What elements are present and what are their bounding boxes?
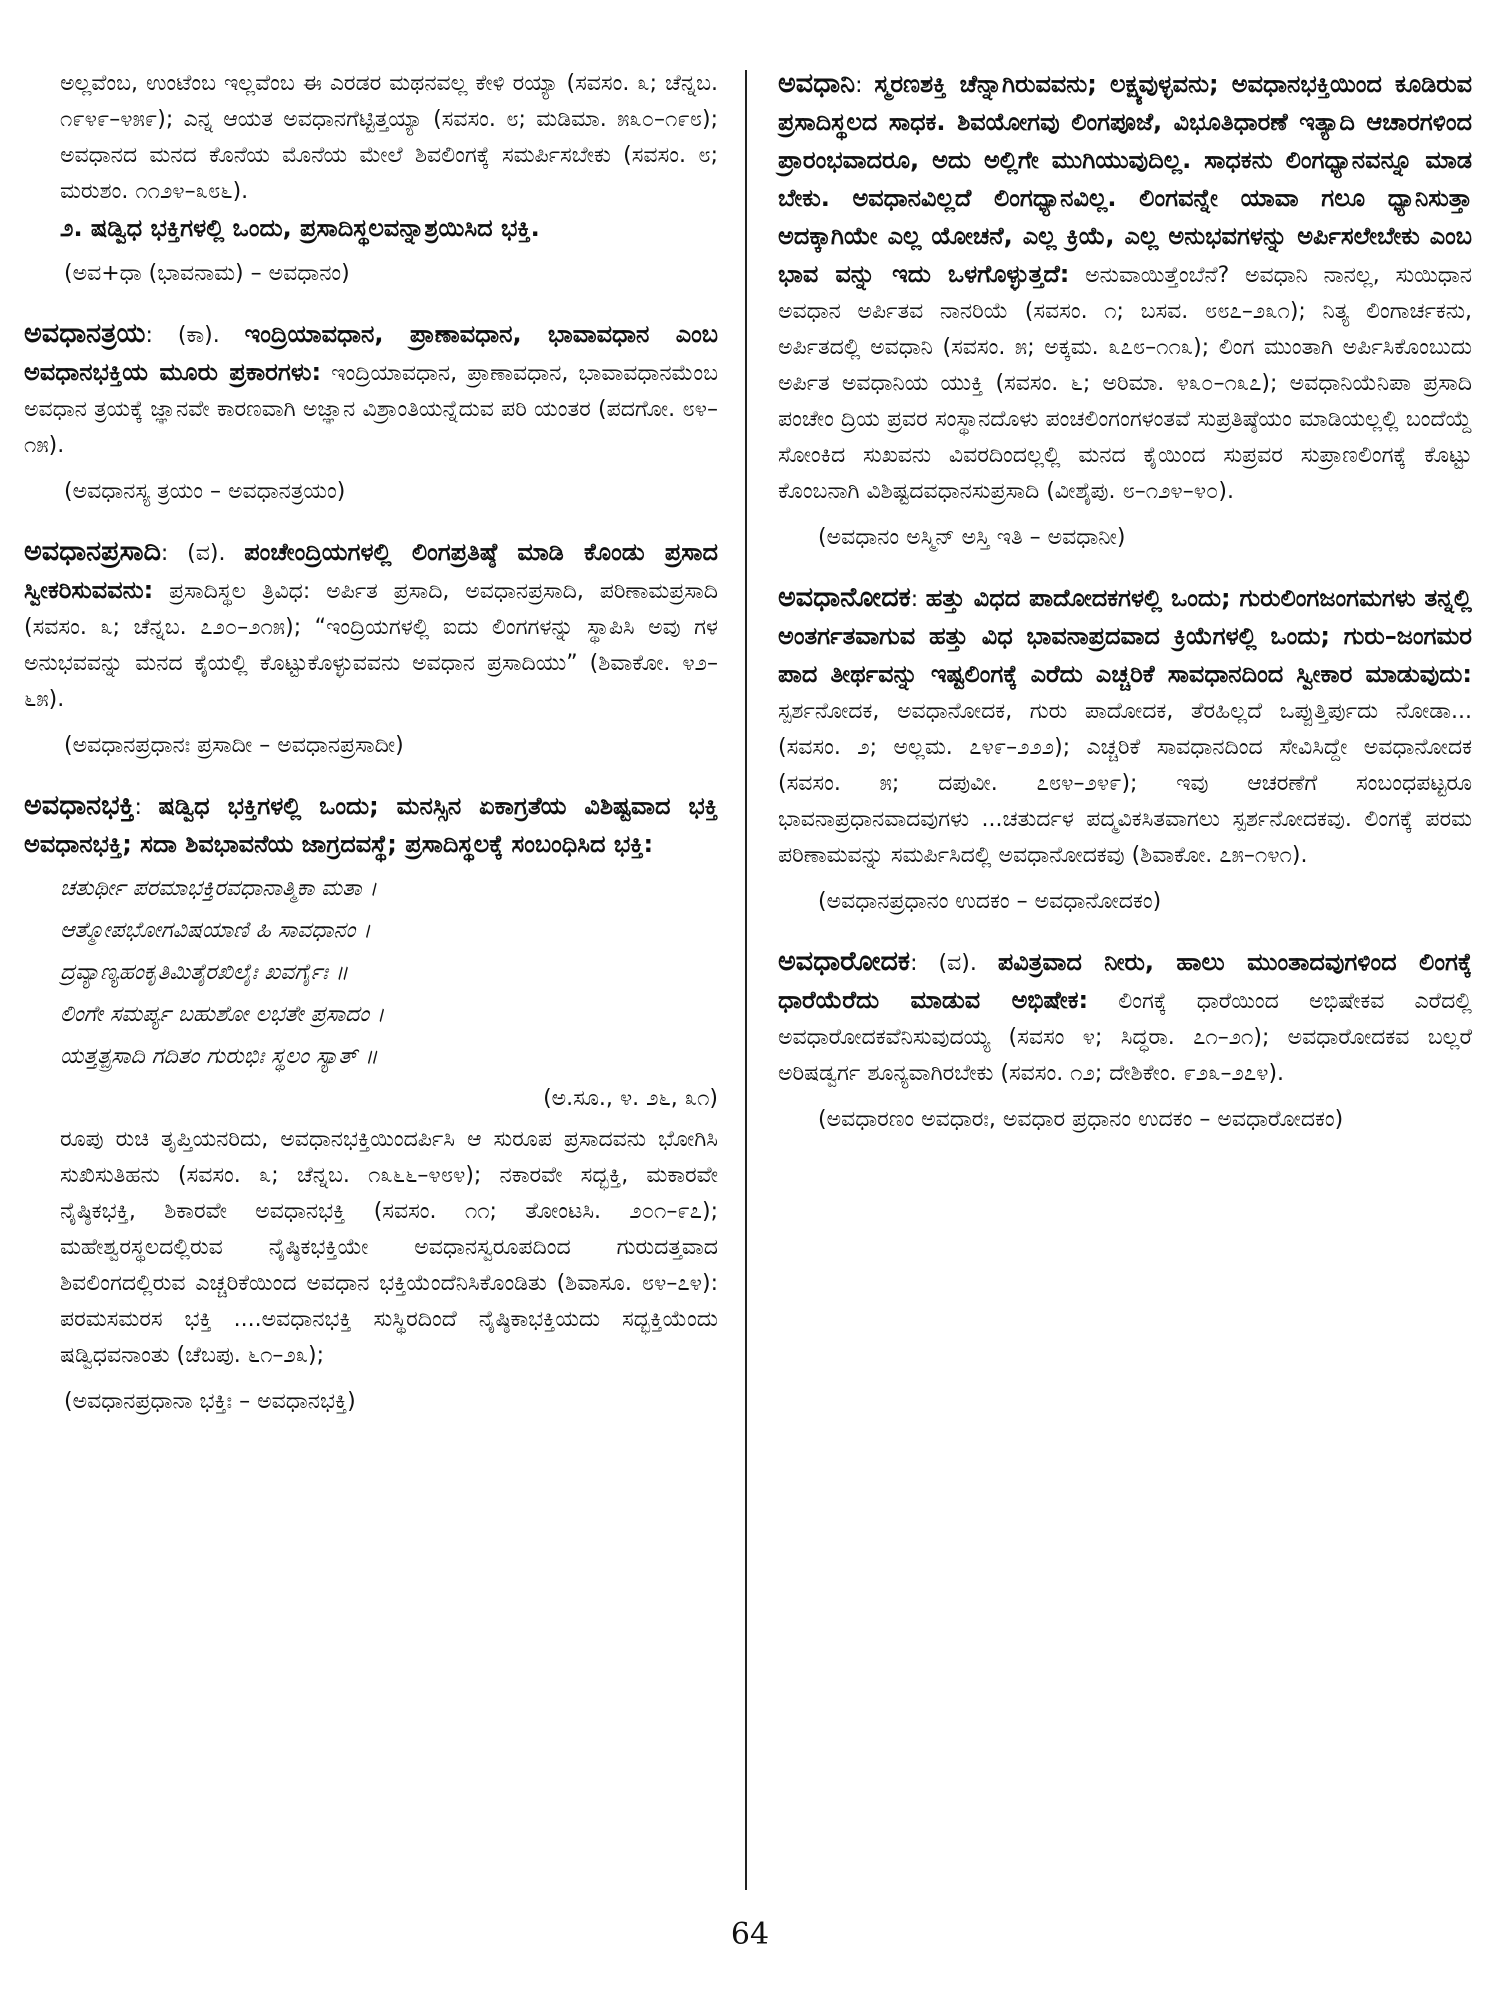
grammar-note: : (ಕಾ). — [145, 323, 245, 348]
definition: ಪವಿತ್ರವಾದ ನೀರು, ಹಾಲು ಮುಂತಾದವುಗಳಿಂದ ಲಿಂಗಕ್ಕೆ ಧಾರೆಯೆರೆದು ಮಾಡುವ ಅಭಿಷೇಕ: — [778, 948, 1472, 1014]
etymology: (ಅವಧಾರಣಂ ಅವಧಾರಃ, ಅವಧಾರ ಪ್ರಧಾನಂ ಉದಕಂ – ಅವಧಾರೋದಕಂ) — [818, 1107, 1344, 1132]
entry-text — [778, 66, 1472, 510]
page-number: 64 — [730, 1917, 770, 1952]
verse-line: ಯತ್ತತ್ಪ್ರಸಾದಿ ಗದಿತಂ ಗುರುಭಿಃ ಸ್ಥಲಂ ಸ್ಯಾತ್ ॥ — [60, 1044, 378, 1069]
headword: ಅವಧಾನತ್ರಯ — [24, 318, 146, 349]
column-divider — [745, 70, 747, 1890]
etymology: (ಅವಧಾನಪ್ರಧಾನಂ ಉದಕಂ – ಅವಧಾನೋದಕಂ) — [818, 889, 1162, 914]
entry-continuation — [24, 66, 718, 292]
grammar-note: : — [855, 73, 875, 98]
verse-reference: (ಅ.ಸೂ., ೪. ೨೬, ೩೧) — [543, 1086, 718, 1111]
entry-avadharodaka — [778, 944, 1472, 1138]
entry-avadhanaprasadi — [24, 534, 718, 764]
entry-text — [24, 788, 718, 864]
entry-avadhanatraya — [24, 316, 718, 510]
definition: ಪಂಚೇಂದ್ರಿಯಗಳಲ್ಲಿ ಲಿಂಗಪ್ರತಿಷ್ಠೆ ಮಾಡಿ ಕೊಂಡು ಪ್ರಸಾದ ಸ್ವೀಕರಿಸುವವನು: — [24, 538, 718, 604]
headword: ಅವಧಾನಿ — [778, 68, 856, 99]
etymology: (ಅವಧಾನಸ್ಯ ತ್ರಯಂ – ಅವಧಾನತ್ರಯಂ) — [64, 479, 346, 504]
definition: ಸ್ಮರಣಶಕ್ತಿ ಚೆನ್ನಾಗಿರುವವನು; ಲಕ್ಷ್ಯವುಳ್ಳವನು; ಅವಧಾನಭಕ್ತಿಯಿಂದ ಕೂಡಿರುವ ಪ್ರಸಾದಿಸ್ಥಲದ ಸಾಧಕ. ಶಿವಯೋಗವು ಲಿಂಗಪೂಜೆ, ವಿಭೂತಿಧಾರಣೆ ಇತ್ಯಾದಿ ಆಚಾರಗಳಿಂದ ಪ್ರಾರಂಭವಾದರೂ, ಅದು ಅಲ್ಲಿಗೇ ಮುಗಿಯುವುದಿಲ್ಲ. ಸಾಧಕನು ಲಿಂಗಧ್ಯಾನವನ್ನೂ ಮಾಡ ಬೇಕು. ಅವಧಾನವಿಲ್ಲದೆ ಲಿಂಗಧ್ಯಾನವಿಲ್ಲ. ಲಿಂಗವನ್ನೇ ಯಾವಾ ಗಲೂ ಧ್ಯಾನಿಸುತ್ತಾ ಅದಕ್ಕಾಗಿಯೇ ಎಲ್ಲ ಯೋಚನೆ, ಎಲ್ಲ ಕ್ರಿಯೆ, ಎಲ್ಲ ಅನುಭವಗಳನ್ನು ಅರ್ಪಿಸಲೇಬೇಕು ಎಂಬ ಭಾವ ವನ್ನು ಇದು ಒಳಗೊಳ್ಳುತ್ತದೆ: — [778, 70, 1472, 288]
grammar-note: : (ವ). — [160, 541, 245, 566]
entry-text — [24, 316, 718, 464]
entry-sense: ೨. ಷಡ್ವಿಧ ಭಕ್ತಿಗಳಲ್ಲಿ ಒಂದು, ಪ್ರಸಾದಿಸ್ಥಲವನ್ನಾಶ್ರಯಿಸಿದ ಭಕ್ತಿ. — [60, 214, 540, 242]
definition: ಹತ್ತು ವಿಧದ ಪಾದೋದಕಗಳಲ್ಲಿ ಒಂದು; ಗುರುಲಿಂಗಜಂಗಮಗಳು ತನ್ನಲ್ಲಿ ಅಂತರ್ಗತವಾಗುವ ಹತ್ತು ವಿಧ ಭಾವನಾಪ್ರದವಾದ ಕ್ರಿಯೆಗಳಲ್ಲಿ ಒಂದು; ಗುರು–ಜಂಗಮರ ಪಾದ ತೀರ್ಥವನ್ನು ಇಷ್ಟಲಿಂಗಕ್ಕೆ ಎರೆದು ಎಚ್ಚರಿಕೆ ಸಾವಧಾನದಿಂದ ಸ್ವೀಕಾರ ಮಾಡುವುದು: — [778, 584, 1473, 688]
entry-text — [778, 944, 1472, 1092]
grammar-note: : (ವ). — [910, 951, 998, 976]
headword: ಅವಧಾನೋದಕ — [778, 582, 911, 613]
etymology: (ಅವ+ಧಾ (ಭಾವನಾಮ) – ಅವಧಾನಂ) — [64, 261, 350, 286]
verse-line: ಲಿಂಗೇ ಸಮರ್ಪ್ಯ ಬಹುಶೋ ಲಭತೇ ಪ್ರಸಾದಂ । — [60, 1002, 385, 1027]
definition: ಇಂದ್ರಿಯಾವಧಾನ, ಪ್ರಾಣಾವಧಾನ, ಭಾವಾವಧಾನ ಎಂಬ ಅವಧಾನಭಕ್ತಿಯ ಮೂರು ಪ್ರಕಾರಗಳು: — [24, 320, 718, 386]
definition: ಷಡ್ವಿಧ ಭಕ್ತಿಗಳಲ್ಲಿ ಒಂದು; ಮನಸ್ಸಿನ ಏಕಾಗ್ರತೆಯ ವಿಶಿಷ್ಟವಾದ ಭಕ್ತಿ ಅವಧಾನಭಕ್ತಿ; ಸದಾ ಶಿವಭಾವನೆಯ ಜಾಗ್ರದವಸ್ಥೆ; ಪ್ರಸಾದಿಸ್ಥಲಕ್ಕೆ ಸಂಬಂಧಿಸಿದ ಭಕ್ತಿ: — [24, 792, 719, 858]
sanskrit-verse — [24, 868, 718, 1078]
entry-body: ಅಲ್ಲವೆಂಬ, ಉಂಟೆಂಬ ಇಲ್ಲವೆಂಬ ಈ ಎರಡರ ಮಥನವಲ್ಲ ಕೇಳಿ ರಯ್ಯಾ (ಸವಸಂ. ೩; ಚೆನ್ನಬ. ೧೯೪೯–೪೫೯); ಎನ್ನ ಆಯತ ಅವಧಾನಗೆಟ್ಟಿತ್ತಯ್ಯಾ (ಸವಸಂ. ೮; ಮಡಿಮಾ. ೫೩೦–೧೯೮); ಅವಧಾನದ ಮನದ ಕೊನೆಯ ಮೊನೆಯ ಮೇಲೆ ಶಿವಲಿಂಗಕ್ಕೆ ಸಮರ್ಪಿಸಬೇಕು (ಸವಸಂ. ೮; ಮರುಶಂ. ೧೧೨೪–೩೮೬). — [60, 71, 718, 204]
entry-avadhanodaka — [778, 580, 1472, 920]
headword: ಅವಧಾರೋದಕ — [778, 946, 911, 977]
etymology: (ಅವಧಾನಂ ಅಸ್ಮಿನ್ ಅಸ್ತಿ ಇತಿ – ಅವಧಾನೀ) — [818, 525, 1126, 550]
entry-body: ಪ್ರಸಾದಿಸ್ಥಲ ತ್ರಿವಿಧ: ಅರ್ಪಿತ ಪ್ರಸಾದಿ, ಅವಧಾನಪ್ರಸಾದಿ, ಪರಿಣಾಮಪ್ರಸಾದಿ (ಸವಸಂ. ೩; ಚೆನ್ನಬ. ೭೨೦–೨೧೫); “ಇಂದ್ರಿಯಗಳಲ್ಲಿ ಐದು ಲಿಂಗಗಳನ್ನು ಸ್ಥಾಪಿಸಿ ಅವು ಗಳ ಅನುಭವವನ್ನು ಮನದ ಕೈಯಲ್ಲಿ ಕೊಟ್ಟುಕೊಳ್ಳುವವನು ಅವಧಾನ ಪ್ರಸಾದಿಯು” (ಶಿವಾಕೋ. ೪೨–೬೫). — [24, 579, 718, 712]
entry-text — [24, 534, 718, 718]
left-column — [24, 66, 718, 1444]
verse-line: ದ್ರವ್ಯಾಣ್ಯಹಂಕೃತಿಮಿತೈರಖಿಲೈಃ ಖವರ್ಗೈಃ ॥ — [60, 960, 349, 985]
entry-body: ಲಿಂಗಕ್ಕೆ ಧಾರೆಯಿಂದ ಅಭಿಷೇಕವ ಎರೆದಲ್ಲಿ ಅವಧಾರೋದಕವೆನಿಸುವುದಯ್ಯ (ಸವಸಂ ೪; ಸಿದ್ಧರಾ. ೭೧–೨೧); ಅವಧಾರೋದಕವ ಬಲ್ಲರೆ ಅರಿಷಡ್ವರ್ಗ ಶೂನ್ಯವಾಗಿರಬೇಕು (ಸವಸಂ. ೧೨; ದೇಶಿಕೇಂ. ೯೨೩–೨೭೪). — [778, 989, 1472, 1086]
entry-body: ಸ್ಪರ್ಶನೋದಕ, ಅವಧಾನೋದಕ, ಗುರು ಪಾದೋದಕ, ತೆರಹಿಲ್ಲದೆ ಒಪ್ಪುತ್ತಿರ್ಪುದು ನೋಡಾ... (ಸವಸಂ. ೨; ಅಲ್ಲಮ. ೭೪೯–೨೨೨); ಎಚ್ಚರಿಕೆ ಸಾವಧಾನದಿಂದ ಸೇವಿಸಿದ್ದೇ ಅವಧಾನೋದಕ (ಸವಸಂ. ೫; ದಪುವೀ. ೭೮೪–೨೪೯); ಇವು ಆಚರಣೆಗೆ ಸಂಬಂಧಪಟ್ಟರೂ ಭಾವನಾಪ್ರಧಾನವಾದವುಗಳು ...ಚತುರ್ದಳ ಪದ್ಮವಿಕಸಿತವಾಗಲು ಸ್ಪರ್ಶನೋದಕವು. ಲಿಂಗಕ್ಕೆ ಪರಮ ಪರಿಣಾಮವನ್ನು ಸಮರ್ಪಿಸಿದಲ್ಲಿ ಅವಧಾನೋದಕವು (ಶಿವಾಕೋ. ೭೫–೧೪೧). — [778, 699, 1472, 868]
entry-avadhanabhakti — [24, 788, 718, 1420]
entry-text — [778, 580, 1472, 874]
headword: ಅವಧಾನಭಕ್ತಿ — [24, 790, 135, 821]
entry-body: ಅನುವಾಯಿತ್ತೆಂಬೆನೆ? ಅವಧಾನಿ ನಾನಲ್ಲ, ಸುಯಿಧಾನ ಅವಧಾನ ಅರ್ಪಿತವ ನಾನರಿಯೆ (ಸವಸಂ. ೧; ಬಸವ. ೮೮೭–೨೩೧); ನಿತ್ಯ ಲಿಂಗಾರ್ಚಕನು, ಅರ್ಪಿತದಲ್ಲಿ ಅವಧಾನಿ (ಸವಸಂ. ೫; ಅಕ್ಕಮ. ೩೭೮–೧೧೩); ಲಿಂಗ ಮುಂತಾಗಿ ಅರ್ಪಿಸಿಕೊಂಬುದು ಅರ್ಪಿತ ಅವಧಾನಿಯ ಯುಕ್ತಿ (ಸವಸಂ. ೬; ಅರಿಮಾ. ೪೩೦–೧೩೭); ಅವಧಾನಿಯೆನಿಪಾ ಪ್ರಸಾದಿ ಪಂಚೇಂ ದ್ರಿಯ ಪ್ರವರ ಸಂಸ್ಥಾನದೊಳು ಪಂಚಲಿಂಗಂಗಳಂತವೆ ಸುಪ್ರತಿಷ್ಠೆಯಂ ಮಾಡಿಯಲ್ಲಲ್ಲಿ ಬಂದೆಯ್ದೆ ಸೋಂಕಿದ ಸುಖವನು ವಿವರದಿಂದಲ್ಲಲ್ಲಿ ಮನದ ಕೈಯಿಂದ ಸುಪ್ರವರ ಸುಪ್ರಾಣಲಿಂಗಕ್ಕೆ ಕೊಟ್ಟು ಕೊಂಬನಾಗಿ ವಿಶಿಷ್ಟದವಧಾನಸುಪ್ರಸಾದಿ (ವೀಶೈಪು. ೮–೧೨೪–೪೦). — [778, 263, 1472, 504]
verse-line: ಆತ್ಮೋಪಭೋಗವಿಷಯಾಣಿ ಹಿ ಸಾವಧಾನಂ । — [60, 918, 371, 943]
right-column — [778, 66, 1472, 1162]
etymology: (ಅವಧಾನಪ್ರಧಾನಾ ಭಕ್ತಿಃ – ಅವಧಾನಭಕ್ತಿ) — [64, 1389, 356, 1414]
etymology: (ಅವಧಾನಪ್ರಧಾನಃ ಪ್ರಸಾದೀ – ಅವಧಾನಪ್ರಸಾದೀ) — [64, 733, 404, 758]
verse-line: ಚತುರ್ಥೀ ಪರಮಾಭಕ್ತಿರವಧಾನಾತ್ಮಿಕಾ ಮತಾ । — [60, 876, 377, 901]
entry-body: ಇಂದ್ರಿಯಾವಧಾನ, ಪ್ರಾಣಾವಧಾನ, ಭಾವಾವಧಾನಮೆಂಬ ಅವಧಾನ ತ್ರಯಕ್ಕೆ ಜ್ಞಾನವೇ ಕಾರಣವಾಗಿ ಅಜ್ಞಾನ ವಿಶ್ರಾಂತಿಯನ್ನೆದುವ ಪರಿ ಯಂತರ (ಪದಗೋ. ೮೪–೧೫). — [24, 361, 718, 458]
headword: ಅವಧಾನಪ್ರಸಾದಿ — [24, 536, 161, 567]
grammar-note: : — [910, 587, 926, 612]
grammar-note: : — [134, 795, 159, 820]
entry-body: ರೂಪು ರುಚಿ ತೃಪ್ತಿಯನರಿದು, ಅವಧಾನಭಕ್ತಿಯಿಂದರ್ಪಿಸಿ ಆ ಸುರೂಪ ಪ್ರಸಾದವನು ಭೋಗಿಸಿ ಸುಖಿಸುತಿಹನು (ಸವಸಂ. ೩; ಚೆನ್ನಬ. ೧೩೬೬–೪೮೪); ನಕಾರವೇ ಸದ್ಭಕ್ತಿ, ಮಕಾರವೇ ನೈಷ್ಠಿಕಭಕ್ತಿ, ಶಿಕಾರವೇ ಅವಧಾನಭಕ್ತಿ (ಸವಸಂ. ೧೧; ತೋಂಟಸಿ. ೨೦೧–೯೭); ಮಹೇಶ್ವರಸ್ಥಲದಲ್ಲಿರುವ ನೈಷ್ಠಿಕಭಕ್ತಿಯೇ ಅವಧಾನಸ್ವರೂಪದಿಂದ ಗುರುದತ್ತವಾದ ಶಿವಲಿಂಗದಲ್ಲಿರುವ ಎಚ್ಚರಿಕೆಯಿಂದ ಅವಧಾನ ಭಕ್ತಿಯೆಂದೆನಿಸಿಕೊಂಡಿತು (ಶಿವಾಸೂ. ೮೪–೭೪): ಪರಮಸಮರಸ ಭಕ್ತಿ ....ಅವಧಾನಭಕ್ತಿ ಸುಸ್ಥಿರದಿಂದೆ ನೈಷ್ಠಿಕಾಭಕ್ತಿಯದು ಸದ್ಭಕ್ತಿಯೆಂದು ಷಡ್ವಿಧವನಾಂತು (ಚೆಬಪು. ೬೧–೨೩); — [60, 1127, 718, 1368]
entry-avadhani — [778, 66, 1472, 556]
